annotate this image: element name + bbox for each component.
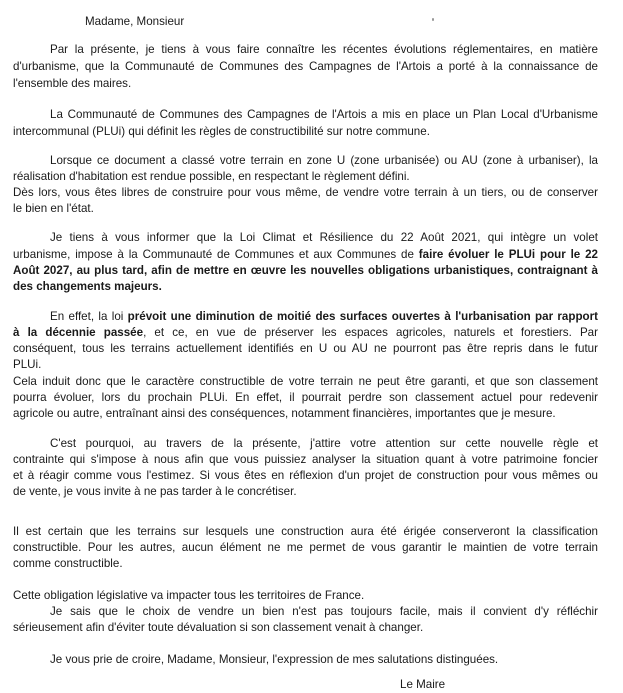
p5-line3: conséquent, tous les terrains actuellement identifiés en U ou AU ne pourront pas être repris dans le futur xyxy=(13,342,598,355)
p7-line2: constructible. Pour les autres, aucun élément ne me permet de vous garantir le maintien de votre terrain xyxy=(13,541,598,554)
p4-line2-bold: faire évoluer le PLUi pour le 22 xyxy=(418,248,598,261)
p5-line6: pourra évoluer, lors du prochain PLUi. En effet, il pourrait perdre son classement actuel pour redevenir xyxy=(13,391,598,404)
p5-line2-bold: à la décennie passée xyxy=(13,326,144,339)
closing-formula: Je vous prie de croire, Madame, Monsieur, l'expression de mes salutations distinguées. xyxy=(50,653,499,666)
p5-line2 xyxy=(13,325,598,341)
p3-line1: Lorsque ce document a classé votre terrain en zone U (zone urbanisée) ou AU (zone à urbaniser), la xyxy=(50,154,598,167)
p7-line1: Il est certain que les terrains sur lesquels une construction aura été érigée conserveront la classification xyxy=(13,525,598,538)
salutation: Madame, Monsieur xyxy=(85,15,185,28)
p6-line1: C'est pourquoi, au travers de la présente, j'attire votre attention sur cette nouvelle règle et xyxy=(50,437,598,450)
p5-line1-text: En effet, la loi xyxy=(50,310,128,323)
p5-line1 xyxy=(50,309,598,325)
p3-line4: le bien en l'état. xyxy=(13,202,94,215)
p4-line1: Je tiens à vous informer que la Loi Climat et Résilience du 22 Août 2021, qui intègre un volet xyxy=(50,231,598,244)
p4-line3-bold: Août 2027, au plus tard, afin de mettre en œuvre les nouvelles obligations urbanistiques, contraignant à xyxy=(13,264,598,277)
scan-speck xyxy=(432,18,434,21)
p6-line2: contrainte qui s'impose à nous afin que vous puissiez analyser la situation quant à votre patrimoine foncier xyxy=(13,453,598,466)
p4-line2 xyxy=(13,247,598,263)
p8-line1: Cette obligation législative va impacter tous les territoires de France. xyxy=(13,589,365,602)
p6-line3: et à réagir comme vous l'estimez. Si vous êtes en réflexion d'un projet de construction pour vous mêmes ou xyxy=(13,469,598,482)
p5-line5: Cela induit donc que le caractère constructible de votre terrain ne peut être garanti, et que son classement xyxy=(13,375,598,388)
p5-line1-bold: prévoit une diminution de moitié des surfaces ouvertes à l'urbanisation par rapport xyxy=(127,310,598,323)
p8-line3: sérieusement afin d'éviter toute dévaluation si son classement venait à changer. xyxy=(13,621,424,634)
p5-line7: agricole ou autre, entraînant ainsi des conséquences, notamment financières, importantes que je mesure. xyxy=(13,407,556,420)
p1-line3: l'ensemble des maires. xyxy=(13,77,132,90)
p4-line2-text: urbanisme, impose à la Communauté de Communes et aux Communes de xyxy=(13,248,419,261)
p1-line1: Par la présente, je tiens à vous faire connaître les récentes évolutions réglementaires, en matière xyxy=(50,43,598,56)
p4-line4-bold: des changements majeurs. xyxy=(13,280,162,293)
p3-line3: Dès lors, vous êtes libres de construire pour vous même, de vendre votre terrain à un tiers, ou de conserver xyxy=(13,186,598,199)
p4-line4 xyxy=(13,279,162,295)
p3-line2: réalisation d'habitation est rendue possible, en respectant le règlement défini. xyxy=(13,170,410,183)
p7-line3: comme constructible. xyxy=(13,557,123,570)
p5-line2-text: , et ce, en vue de préserver les espaces agricoles, naturels et forestiers. Par xyxy=(143,326,598,339)
p2-line1: La Communauté de Communes des Campagnes de l'Artois a mis en place un Plan Local d'Urbanisme xyxy=(50,108,598,121)
p6-line4: de vente, je vous invite à ne pas tarder à le concrétiser. xyxy=(13,485,297,498)
signature: Le Maire xyxy=(400,678,446,691)
p2-line2: intercommunal (PLUi) qui définit les règles de constructibilité sur notre commune. xyxy=(13,125,430,138)
p4-line3 xyxy=(13,263,598,279)
p5-line4: PLUi. xyxy=(13,358,42,371)
p8-line2: Je sais que le choix de vendre un bien n'est pas toujours facile, mais il convient d'y réfléchir xyxy=(50,605,598,618)
p1-line2: d'urbanisme, que la Communauté de Communes des Campagnes de l'Artois a porté à la connaissance de xyxy=(13,60,598,73)
